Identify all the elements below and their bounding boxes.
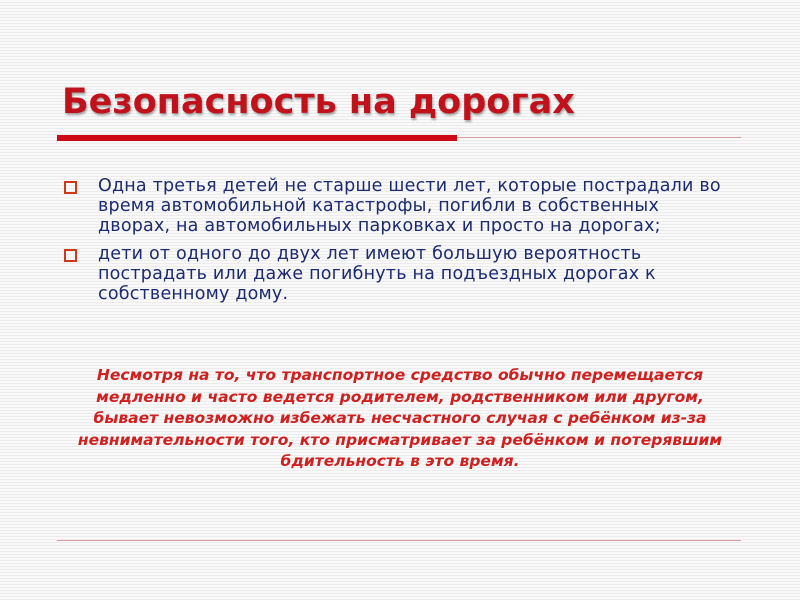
square-bullet-icon <box>64 181 77 194</box>
square-bullet-icon <box>64 249 77 262</box>
bullet-text: дети от одного до двух лет имеют большую вероятность пострадать или даже погибнуть на подъездных дорогах к собственному дому. <box>98 244 656 304</box>
emphasis-paragraph: Несмотря на то, что транспортное средство обычно перемещается медленно и часто ведется родителем, родственником или другом, бывает невозможно избежать несчастного случая с ребёнком из-за невнимательности того, кто присматривает за ребёнком и потерявшим бдительность в это время. <box>77 366 723 470</box>
slide-title: Безопасность на дорогах <box>62 82 575 122</box>
list-item <box>64 244 734 304</box>
footer-divider-line <box>57 540 741 541</box>
title-divider-line <box>457 137 741 138</box>
list-item <box>64 176 734 236</box>
bullet-text: Одна третья детей не старше шести лет, которые пострадали во время автомобильной катастрофы, погибли в собственных дворах, на автомобильных парковках и просто на дорогах; <box>98 176 721 236</box>
bullet-list <box>64 176 734 312</box>
title-accent-bar <box>57 135 457 141</box>
